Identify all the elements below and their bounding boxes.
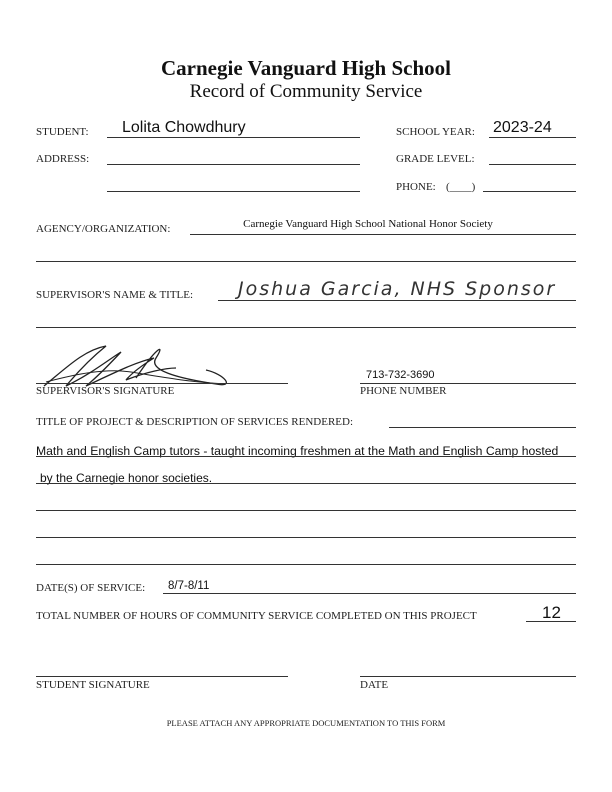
supervisor-phone-line (360, 383, 576, 384)
grade-level-line[interactable] (489, 164, 576, 165)
school-year-line (489, 137, 576, 138)
supervisor-name-field[interactable]: Joshua Garcia, NHS Sponsor (238, 278, 557, 300)
address-line-1[interactable] (107, 164, 360, 165)
description-line-1[interactable]: Math and English Camp tutors - taught incoming freshmen at the Math and English Camp hosted (36, 444, 559, 458)
supervisor-phone-field[interactable]: 713-732-3690 (366, 369, 435, 381)
date-line[interactable] (360, 676, 576, 677)
form-title: Record of Community Service (189, 81, 423, 102)
description-line-2[interactable]: by the Carnegie honor societies. (40, 471, 213, 485)
description-rule-1 (36, 456, 576, 457)
student-name-field[interactable]: Lolita Chowdhury (122, 119, 246, 136)
supervisor-name-line-2[interactable] (36, 327, 576, 328)
phone-area-code[interactable]: (____) (446, 181, 476, 193)
school-year-field[interactable]: 2023-24 (493, 119, 552, 136)
project-title-line[interactable] (389, 427, 576, 428)
description-rule-4[interactable] (36, 537, 576, 538)
dates-field[interactable]: 8/7-8/11 (168, 580, 210, 592)
description-rule-3[interactable] (36, 510, 576, 511)
agency-label: AGENCY/ORGANIZATION: (36, 223, 171, 235)
school-name: Carnegie Vanguard High School (161, 56, 451, 80)
footer-note: PLEASE ATTACH ANY APPROPRIATE DOCUMENTATION TO THIS FORM (166, 718, 446, 728)
description-rule-2 (36, 483, 576, 484)
phone-label: PHONE: (396, 181, 436, 193)
agency-field[interactable]: Carnegie Vanguard High School National Honor Society (243, 218, 493, 230)
grade-level-label: GRADE LEVEL: (396, 153, 475, 165)
address-line-2[interactable] (107, 191, 360, 192)
school-year-label: SCHOOL YEAR: (396, 126, 475, 138)
dates-label: DATE(S) OF SERVICE: (36, 582, 146, 594)
hours-field[interactable]: 12 (542, 603, 561, 622)
supervisor-signature-label: SUPERVISOR'S SIGNATURE (36, 385, 175, 397)
supervisor-signature-line[interactable] (36, 383, 288, 384)
student-label: STUDENT: (36, 126, 89, 138)
description-rule-5[interactable] (36, 564, 576, 565)
date-label: DATE (360, 679, 389, 691)
dates-line (163, 593, 576, 594)
agency-line (190, 234, 576, 235)
phone-number-label: PHONE NUMBER (360, 385, 447, 397)
student-signature-label: STUDENT SIGNATURE (36, 679, 150, 691)
supervisor-name-label: SUPERVISOR'S NAME & TITLE: (36, 289, 194, 301)
total-hours-label: TOTAL NUMBER OF HOURS OF COMMUNITY SERVICE COMPLETED ON THIS PROJECT (36, 610, 477, 622)
student-line (107, 137, 360, 138)
student-signature-line[interactable] (36, 676, 288, 677)
agency-line-2[interactable] (36, 261, 576, 262)
project-title-label: TITLE OF PROJECT & DESCRIPTION OF SERVICES RENDERED: (36, 416, 354, 428)
address-label: ADDRESS: (36, 153, 90, 165)
phone-line[interactable] (483, 191, 576, 192)
hours-line (526, 621, 576, 622)
supervisor-name-line (218, 300, 576, 301)
